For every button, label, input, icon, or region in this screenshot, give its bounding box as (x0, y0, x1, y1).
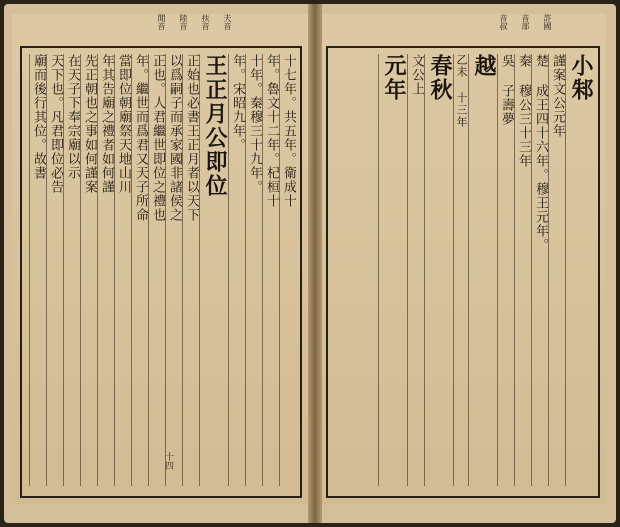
text-column: 年。宋昭九年。 (228, 54, 245, 486)
text-column: 當即位朝廟祭天地山川 (114, 54, 131, 486)
left-text-columns (22, 54, 296, 490)
state-heading-column: 越 (468, 54, 497, 486)
book-spread (4, 4, 616, 523)
right-page (322, 14, 606, 504)
header-column: 扶音 (201, 14, 210, 30)
chunqiu-heading-column: 春秋 (424, 54, 453, 486)
text-column: 吳 子壽夢 (497, 54, 514, 486)
text-column: 正也。人君繼世即位之禮也 (148, 54, 165, 486)
page-marker: 十四 (163, 452, 173, 470)
header-column: 閒音 (157, 14, 166, 30)
text-column: 廟而後行其位。故書 (29, 54, 46, 486)
text-column: 年。繼世而爲君又天子所命 (131, 54, 148, 486)
header-column: 音叔 (499, 14, 508, 30)
state-heading-column: 小邾 (565, 54, 594, 486)
text-column: 先正朝也之事如何謹案 (80, 54, 97, 486)
text-column: 天下也。凡君即位必告 (46, 54, 63, 486)
right-text-columns (328, 54, 594, 490)
text-column: 十年。秦穆三十九年。 (245, 54, 262, 486)
text-column: 十七年。共五年。衛成十 (279, 54, 296, 486)
header-column: 許國 (543, 14, 552, 30)
year-heading-column: 元年 (378, 54, 407, 486)
text-column: 在天子下奉宗廟以示 (63, 54, 80, 486)
text-column: 楚 成王四十六年。穆王元年。 (531, 54, 548, 486)
header-column: 夫音 (223, 14, 232, 30)
text-column: 謹案文公元年 (548, 54, 565, 486)
year-marker-column: 乙未 十三年 (453, 54, 468, 486)
text-column: 年其告廟之禮者如何謹 (97, 54, 114, 486)
left-page (12, 14, 308, 504)
text-column: 正始也必書王正月者以天下 (182, 54, 199, 486)
right-page-header (402, 14, 552, 42)
text-column: 以爲嗣子而承家國非諸侯之 (165, 54, 182, 486)
text-column: 年。魯文十二年。杞桓十 (262, 54, 279, 486)
book-gutter (308, 4, 322, 523)
header-column: 音部 (521, 14, 530, 30)
left-page-header (72, 14, 232, 42)
text-column: 文公上 (407, 54, 424, 486)
text-column: 秦 穆公三十三年 (514, 54, 531, 486)
main-heading-column: 王正月公即位 (199, 54, 228, 486)
header-column: 陸音 (179, 14, 188, 30)
